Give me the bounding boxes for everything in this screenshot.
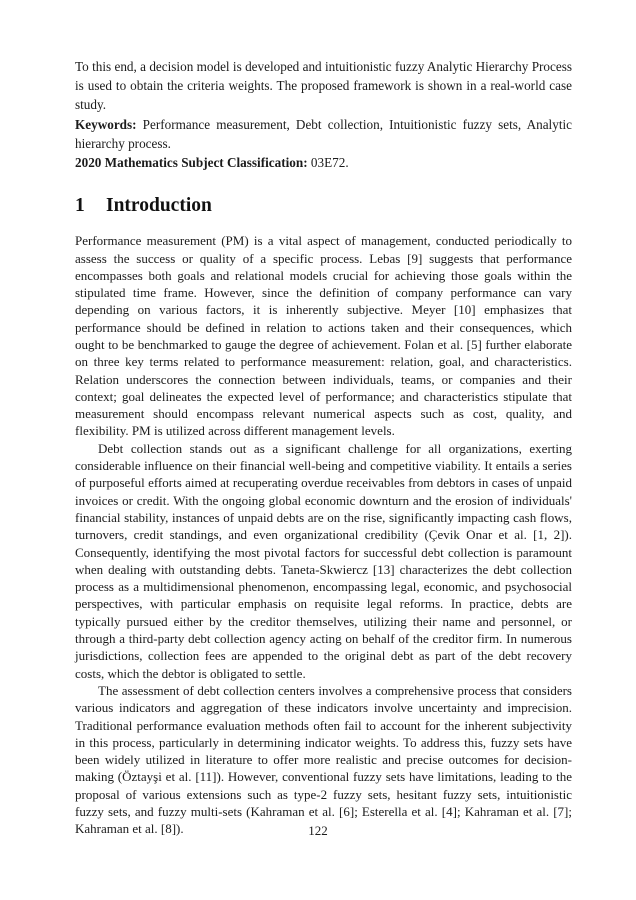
page-number: 122 [308, 823, 328, 838]
front-matter [75, 57, 572, 172]
msc-line [75, 153, 572, 172]
abstract-tail: To this end, a decision model is developed and intuitionistic fuzzy Analytic Hierarchy Process is used to obtain the criteria weights. The proposed framework is shown in a real-world case study. [75, 59, 572, 113]
msc-value: 03E72. [307, 155, 349, 171]
section-heading [75, 193, 572, 218]
msc-label: 2020 Mathematics Subject Classification: [75, 155, 308, 171]
intro-paragraph-2: Debt collection stands out as a significant challenge for all organizations, exerting considerable influence on their financial well-being and competitive viability. It entails a series of purposeful efforts aimed at recuperating overdue receivables from debtors in cases of unpaid invoices or credit. With the ongoing global economic downturn and the erosion of individuals' financial stability, instances of unpaid debts are on the rise, significantly impacting cash flows, turnovers, credit standings, and even organizational credibility (Çevik Onar et al. [1, 2]). Consequently, identifying the most pivotal factors for successful debt collection is paramount when dealing with outstanding debts. Taneta-Skwiercz [13] characterizes the debt collection process as a multidimensional phenomenon, encompassing legal, economic, and psychosocial perspectives, with particular emphasis on requisite legal reforms. In practice, debts are typically pursued either by the creditor themselves, utilizing their name and personnel, or through a third-party debt collection agency acting on behalf of the creditor firm. In numerous jurisdictions, collection fees are appended to the original debt as part of the debt recovery costs, which the debtor is obligated to settle. [75, 440, 572, 681]
section-title: Introduction [106, 195, 212, 217]
keywords-label: Keywords: [75, 116, 137, 132]
keywords-line [75, 115, 572, 153]
intro-paragraph-1: Performance measurement (PM) is a vital aspect of management, conducted periodically to assess the success or quality of a specific process. Lebas [9] suggests that performance encompasses both goals and relational models crucial for achieving those goals within the stipulated time frame. However, since the definition of company performance can vary depending on various factors, it is inherently subjective. Meyer [10] emphasizes that performance should be defined in relation to actions taken and their consequences, which ought to be benchmarked to gauge the degree of achievement. Folan et al. [5] further elaborate on three key terms related to performance measurement: relation, goal, and characteristics. Relation underscores the connection between individuals, teams, or companies and their context; goal delineates the expected level of performance; and characteristics stipulate that measurement should encompass relevant numerical aspects such as cost, quality, and flexibility. PM is utilized across different management levels. [75, 233, 572, 439]
keywords-text: Performance measurement, Debt collection, Intuitionistic fuzzy sets, Analytic hierarchy process. [75, 116, 572, 151]
page-content [75, 57, 572, 838]
section-number: 1 [75, 195, 85, 217]
intro-paragraph-3: The assessment of debt collection centers involves a comprehensive process that considers various indicators and aggregation of these indicators involve uncertainty and imprecision. Traditional performance evaluation methods often fail to account for the inherent subjectivity in this process, particularly in determining indicator weights. To address this, fuzzy sets have been widely utilized in literature to offer more realistic and precise outcomes for decision-making (Öztayşi et al. [11]). However, conventional fuzzy sets have limitations, leading to the proposal of various extensions such as type-2 fuzzy sets, hesitant fuzzy sets, intuitionistic fuzzy sets, and fuzzy multi-sets (Kahraman et al. [6]; Esterella et al. [4]; Kahraman et al. [7]; Kahraman et al. [8]). [75, 682, 572, 837]
